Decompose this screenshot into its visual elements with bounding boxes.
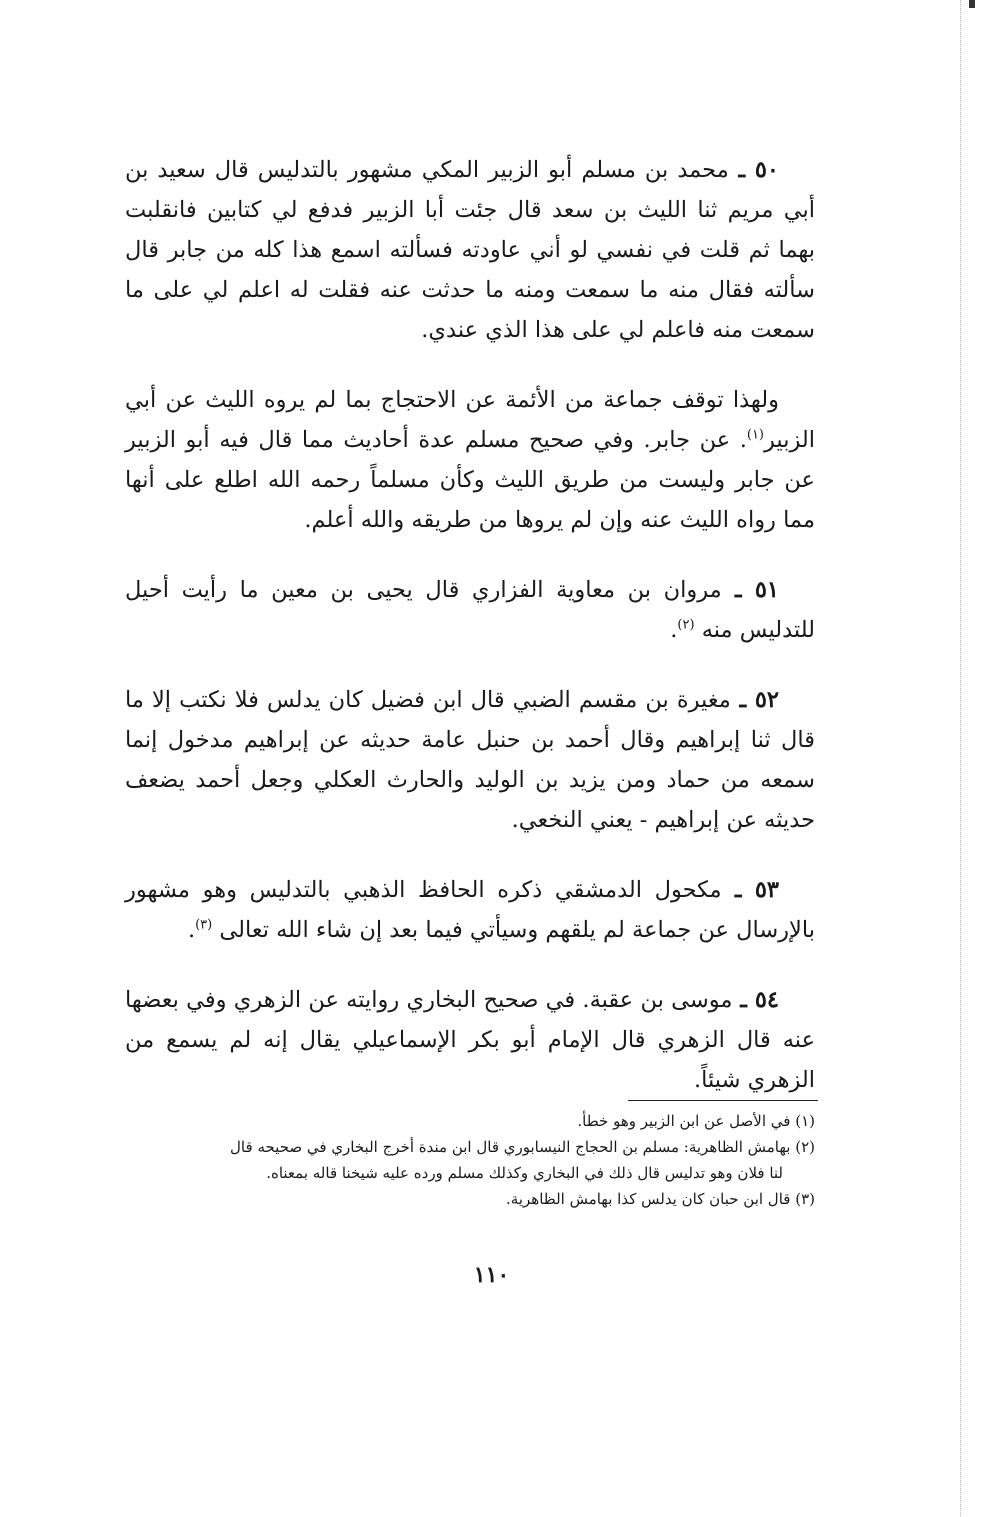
- paragraph-text-continued: . عن جابر. وفي صحيح مسلم عدة أحاديث مما قال فيه أبو الزبير عن جابر وليست من طريق الليث وكأن مسلماً رحمه الله اطلع على أنها مما رواه الليث عنه وإن لم يروها من طريقه والله أعلم.: [125, 427, 815, 533]
- paragraph-text: مروان بن معاوية الفزاري قال يحيى بن معين ما رأيت أحيل للتدليس منه: [125, 577, 815, 643]
- page-number: ١١٠: [473, 1262, 510, 1288]
- footnote-text: في الأصل عن ابن الزبير وهو خطأ.: [577, 1112, 791, 1130]
- footnote-reference-3: (٣): [195, 917, 213, 933]
- paragraph-text-continued: .: [187, 917, 196, 943]
- footnote-1: [125, 1108, 815, 1134]
- paragraph-entry-50: [125, 150, 815, 350]
- paragraph-text: محمد بن مسلم أبو الزبير المكي مشهور بالتدليس قال سعيد بن أبي مريم ثنا الليث بن سعد قال جئت أبا الزبير فدفع لي كتابين فانقلبت بهما ثم قلت في نفسي لو أني عاودته فسألته اسمع هذا كله من جابر قال سألته فقال منه ما سمعت ومنه ما حدثت عنه فقلت له اعلم لي على ما سمعت منه فاعلم لي على هذا الذي عندي.: [125, 157, 815, 343]
- paragraph-entry-51: [125, 570, 815, 650]
- paragraph-text: موسى بن عقبة. في صحيح البخاري روايته عن الزهري وفي بعضها عنه قال الزهري قال الإمام أبو بكر الإسماعيلي يقال إنه لم يسمع من الزهري شيئاً.: [125, 987, 815, 1093]
- footnote-marker: (٣): [790, 1190, 815, 1208]
- paragraph-commentary: [125, 380, 815, 540]
- entry-number: ٥٠ ـ: [728, 157, 779, 183]
- entry-number: ٥٣ ـ: [721, 877, 779, 903]
- entry-number: ٥١ ـ: [721, 577, 779, 603]
- footnote-text-continued: لنا فلان وهو تدليس قال ذلك في البخاري وكذلك مسلم ورده عليه شيخنا قاله بمعناه.: [266, 1164, 783, 1182]
- paragraph-text: مكحول الدمشقي ذكره الحافظ الذهبي بالتدليس وهو مشهور بالإرسال عن جماعة لم يلقهم وسيأتي فيما بعد إن شاء الله تعالى: [125, 877, 815, 943]
- paragraph-entry-54: [125, 980, 815, 1100]
- scan-edge-line: [960, 0, 961, 1517]
- footnote-marker: (١): [790, 1112, 815, 1130]
- paragraph-text-continued: .: [670, 617, 678, 643]
- footnote-text: بهامش الظاهرية: مسلم بن الحجاج النيسابوري قال ابن مندة أخرج البخاري في صحيحه قال: [230, 1138, 791, 1156]
- footnote-3: [125, 1186, 815, 1212]
- main-text: [125, 150, 815, 1130]
- footnote-separator: [628, 1100, 818, 1101]
- footnotes: [125, 1108, 815, 1212]
- footnote-2: [125, 1134, 815, 1186]
- entry-number: ٥٢ ـ: [730, 687, 779, 713]
- footnote-marker: (٢): [790, 1138, 815, 1156]
- footnote-text: قال ابن حبان كان يدلس كذا بهامش الظاهرية.: [506, 1190, 791, 1208]
- paragraph-text: ولهذا توقف جماعة من الأئمة عن الاحتجاج بما لم يروه الليث عن أبي الزبير: [125, 387, 815, 453]
- paragraph-entry-53: [125, 870, 815, 950]
- paragraph-entry-52: [125, 680, 815, 840]
- footnote-reference-2: (٢): [677, 617, 695, 633]
- footnote-reference-1: (١): [746, 427, 764, 443]
- entry-number: ٥٤ ـ: [732, 987, 779, 1013]
- scan-corner-mark: [969, 0, 975, 8]
- paragraph-text: مغيرة بن مقسم الضبي قال ابن فضيل كان يدلس فلا نكتب إلا ما قال ثنا إبراهيم وقال أحمد بن حنبل عامة حديثه عن إبراهيم مدخول إنما سمعه من حماد ومن يزيد بن الوليد والحارث العكلي وجعل أحمد يضعف حديثه عن إبراهيم - يعني النخعي.: [125, 687, 815, 833]
